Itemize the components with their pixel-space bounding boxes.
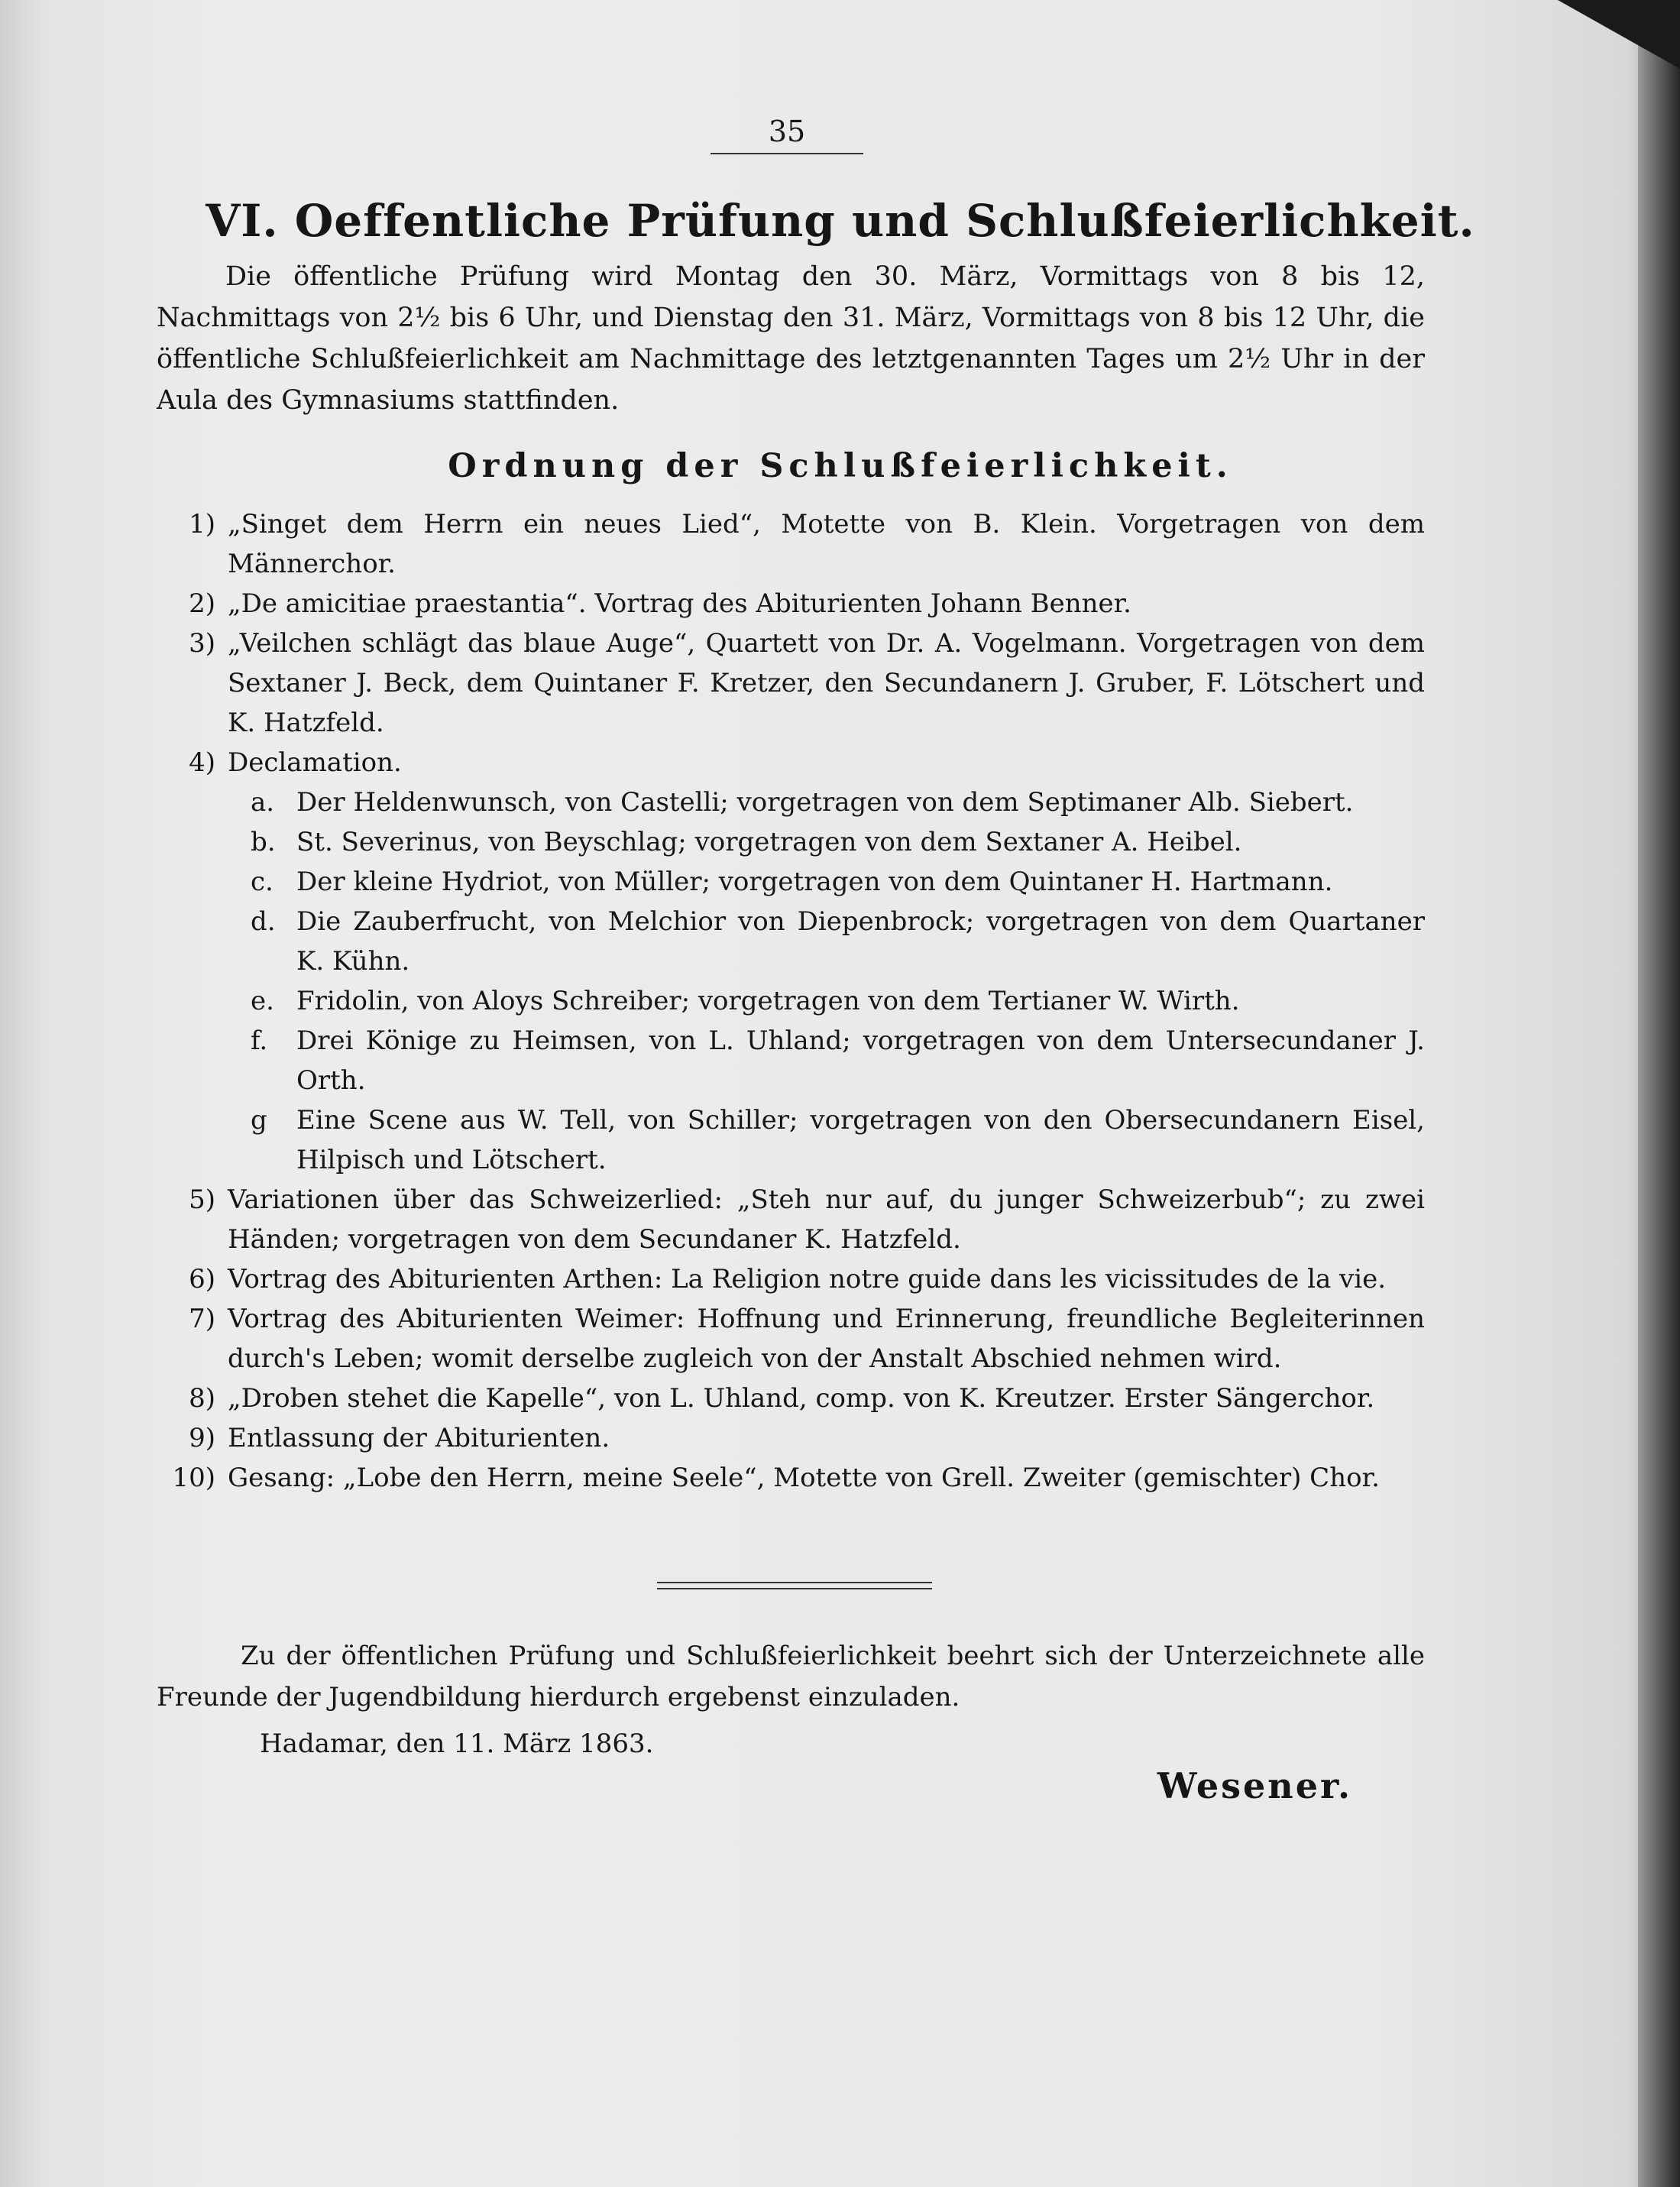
declamation-label: e. <box>251 986 274 1016</box>
program-item-number: 9) <box>189 1423 215 1453</box>
program-item-text: Entlassung der Abiturienten. <box>228 1423 610 1453</box>
program-item <box>168 743 1425 782</box>
declamation-text: St. Severinus, von Beyschlag; vorgetragen von dem Sextaner A. Heibel. <box>296 827 1242 857</box>
double-rule-divider <box>657 1582 932 1589</box>
program-item <box>168 1299 1425 1379</box>
program-item-text: Gesang: „Lobe den Herrn, meine Seele“, Motette von Grell. Zweiter (gemischter) Chor. <box>228 1463 1380 1493</box>
program-item <box>168 1180 1425 1259</box>
program-item-text: „Veilchen schlägt das blaue Auge“, Quartett von Dr. A. Vogelmann. Vorgetragen von dem Sextaner J. Beck, dem Quintaner F. Kretzer, den Secundanern J. Gruber, F. Lötschert und K. Hatzfeld. <box>228 628 1425 738</box>
program-item <box>168 1379 1425 1418</box>
declamation-item <box>168 1100 1425 1180</box>
declamation-label: g <box>251 1105 267 1136</box>
declamation-item <box>168 782 1425 822</box>
program-item-text: „Droben stehet die Kapelle“, von L. Uhland, comp. von K. Kreutzer. Erster Sängerchor. <box>228 1383 1375 1414</box>
program-item-text: Vortrag des Abiturienten Arthen: La Religion notre guide dans les vicissitudes de la vie. <box>228 1264 1387 1294</box>
declamation-text: Der kleine Hydriot, von Müller; vorgetragen von dem Quintaner H. Hartmann. <box>296 867 1333 897</box>
program-item <box>168 624 1425 743</box>
declamation-label: c. <box>251 867 274 897</box>
program-item-number: 8) <box>189 1383 215 1414</box>
page-corner <box>1558 0 1680 69</box>
declamation-text: Drei Könige zu Heimsen, von L. Uhland; vorgetragen von dem Untersecundaner J. Orth. <box>296 1025 1425 1096</box>
declamation-text: Der Heldenwunsch, von Castelli; vorgetragen von dem Septimaner Alb. Siebert. <box>296 787 1354 818</box>
program-item-number: 5) <box>189 1184 215 1215</box>
declamation-label: f. <box>251 1025 268 1056</box>
page-number: 35 <box>711 115 863 154</box>
program-item <box>168 1458 1425 1498</box>
program-item <box>168 1418 1425 1458</box>
invitation-paragraph: Zu der öffentlichen Prüfung und Schlußfeierlichkeit beehrt sich der Unterzeichnete alle Freunde der Jugendbildung hierdurch ergebenst einzuladen. <box>157 1641 1425 1712</box>
declamation-label: b. <box>251 827 276 857</box>
declamation-label: d. <box>251 906 276 937</box>
declamation-item <box>168 981 1425 1021</box>
program-item-number: 10) <box>172 1463 215 1493</box>
program-item <box>168 584 1425 624</box>
signature: Wesener. <box>1157 1765 1352 1806</box>
dateline: Hadamar, den 11. März 1863. <box>260 1729 654 1759</box>
declamation-item <box>168 862 1425 902</box>
page-edge-shadow <box>1638 0 1680 2187</box>
program-list <box>168 504 1425 1498</box>
program-item-text: „De amicitiae praestantia“. Vortrag des Abiturienten Johann Benner. <box>228 588 1131 619</box>
program-item-text: Declamation. <box>228 747 402 778</box>
program-item-number: 6) <box>189 1264 215 1294</box>
program-item-text: Vortrag des Abiturienten Weimer: Hoffnung und Erinnerung, freundliche Begleiterinnen durch's Leben; womit derselbe zugleich von der Anstalt Abschied nehmen wird. <box>228 1304 1425 1374</box>
program-heading: Ordnung der Schlußfeierlichkeit. <box>448 447 1233 485</box>
program-item-number: 1) <box>189 509 215 539</box>
program-item <box>168 504 1425 584</box>
program-item-text: Variationen über das Schweizerlied: „Steh nur auf, du junger Schweizerbub“; zu zwei Händen; vorgetragen von dem Secundaner K. Hatzfeld. <box>228 1184 1425 1255</box>
declamation-item <box>168 902 1425 981</box>
declamation-item <box>168 822 1425 862</box>
declamation-text: Fridolin, von Aloys Schreiber; vorgetragen von dem Tertianer W. Wirth. <box>296 986 1240 1016</box>
declamation-text: Die Zauberfrucht, von Melchior von Diepenbrock; vorgetragen von dem Quartaner K. Kühn. <box>296 906 1425 977</box>
program-item-number: 4) <box>189 747 215 778</box>
program-item-number: 3) <box>189 628 215 659</box>
declamation-item <box>168 1021 1425 1100</box>
program-item-text: „Singet dem Herrn ein neues Lied“, Motette von B. Klein. Vorgetragen von dem Männerchor. <box>228 509 1425 579</box>
declamation-text: Eine Scene aus W. Tell, von Schiller; vorgetragen von den Obersecundanern Eisel, Hilpisch und Lötschert. <box>296 1105 1425 1175</box>
declamation-label: a. <box>251 787 275 818</box>
section-heading: VI. Oeffentliche Prüfung und Schlußfeierlichkeit. <box>206 195 1475 247</box>
intro-paragraph: Die öffentliche Prüfung wird Montag den 30. März, Vormittags von 8 bis 12, Nachmittags von 2½ bis 6 Uhr, und Dienstag den 31. März, Vormittags von 8 bis 12 Uhr, die öffentliche Schlußfeierlichkeit am Nachmittage des letztgenannten Tages um 2½ Uhr in der Aula des Gymnasiums stattfinden. <box>157 261 1425 416</box>
program-item-number: 7) <box>189 1304 215 1334</box>
program-item-number: 2) <box>189 588 215 619</box>
program-item <box>168 1259 1425 1299</box>
